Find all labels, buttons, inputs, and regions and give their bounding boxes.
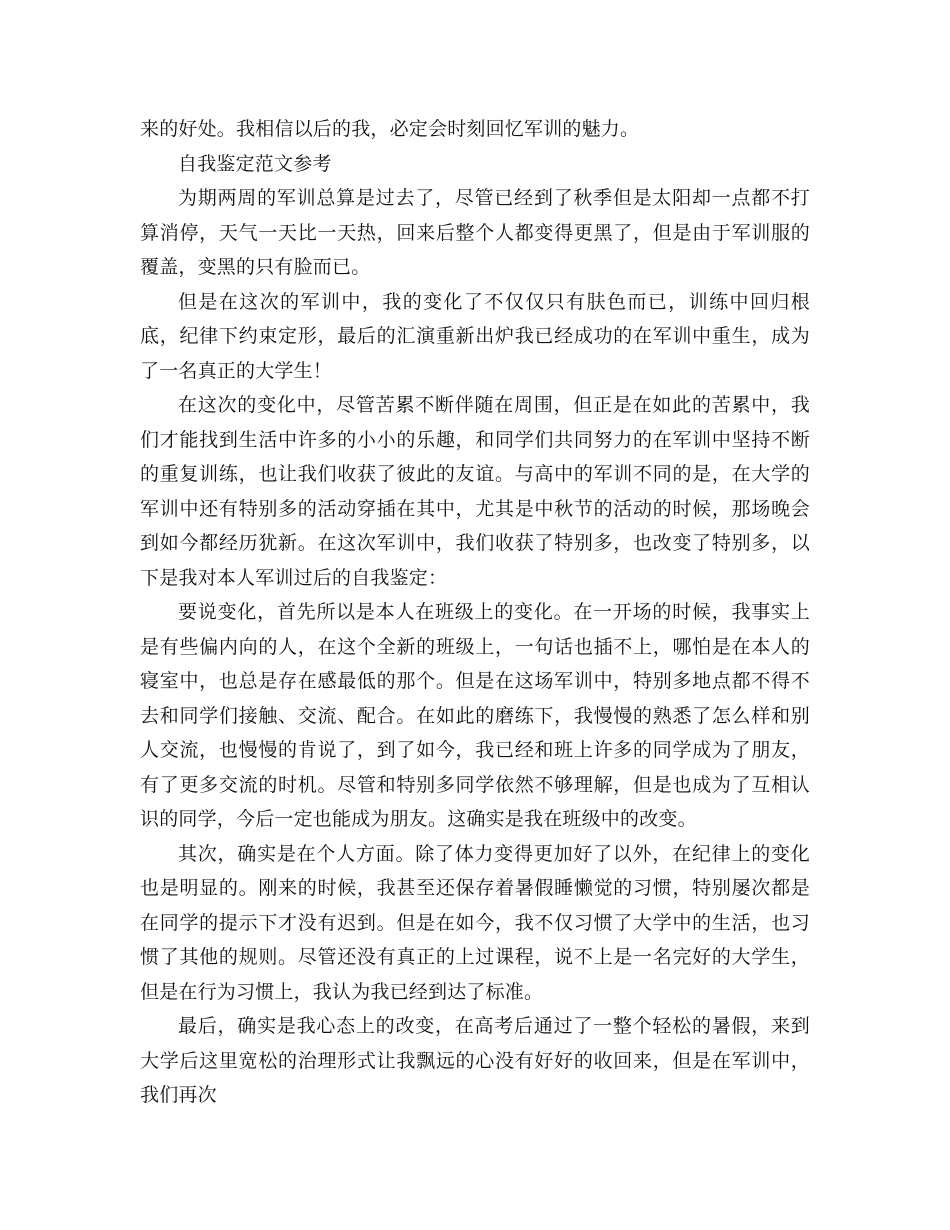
- paragraph: 在这次的变化中，尽管苦累不断伴随在周围，但正是在如此的苦累中，我们才能找到生活中许多的小小的乐趣，和同学们共同努力的在军训中坚持不断的重复训练，也让我们收获了彼此的友谊。与高中的军训不同的是，在大学的军训中还有特别多的活动穿插在其中，尤其是中秋节的活动的时候，那场晚会到如今都经历犹新。在这次军训中，我们收获了特别多，也改变了特别多，以下是我对本人军训过后的自我鉴定：: [140, 394, 810, 589]
- paragraph: 最后，确实是我心态上的改变，在高考后通过了一整个轻松的暑假，来到大学后这里宽松的治理形式让我飘远的心没有好好的收回来，但是在军训中，我们再次: [140, 1015, 810, 1106]
- paragraph-continuation: 来的好处。我相信以后的我，必定会时刻回忆军训的魅力。: [140, 118, 640, 140]
- paragraph: 为期两周的军训总算是过去了，尽管已经到了秋季但是太阳却一点都不打算消停，天气一天比一天热，回来后整个人都变得更黑了，但是由于军训服的覆盖，变黑的只有脸而已。: [140, 187, 810, 278]
- document-body: [140, 112, 810, 1113]
- section-heading: 自我鉴定范文参考: [178, 152, 332, 175]
- paragraph: 要说变化，首先所以是本人在班级上的变化。在一开场的时候，我事实上是有些偏内向的人，在这个全新的班级上，一句话也插不上，哪怕是在本人的寝室中，也总是存在感最低的那个。但是在这场军训中，特别多地点都不得不去和同学们接触、交流、配合。在如此的磨练下，我慢慢的熟悉了怎么样和别人交流，也慢慢的肯说了，到了如今，我已经和班上许多的同学成为了朋友，有了更多交流的时机。尽管和特别多同学依然不够理解，但是也成为了互相认识的同学，今后一定也能成为朋友。这确实是我在班级中的改变。: [140, 601, 810, 830]
- paragraph: 其次，确实是在个人方面。除了体力变得更加好了以外，在纪律上的变化也是明显的。刚来的时候，我甚至还保存着暑假睡懒觉的习惯，特别屡次都是在同学的提示下才没有迟到。但是在如今，我不仅习惯了大学中的生活，也习惯了其他的规则。尽管还没有真正的上过课程，说不上是一名完好的大学生，但是在行为习惯上，我认为我已经到达了标准。: [140, 842, 810, 1003]
- paragraph: 但是在这次的军训中，我的变化了不仅仅只有肤色而已，训练中回归根底，纪律下约束定形，最后的汇演重新出炉我已经成功的在军训中重生，成为了一名真正的大学生！: [140, 290, 810, 382]
